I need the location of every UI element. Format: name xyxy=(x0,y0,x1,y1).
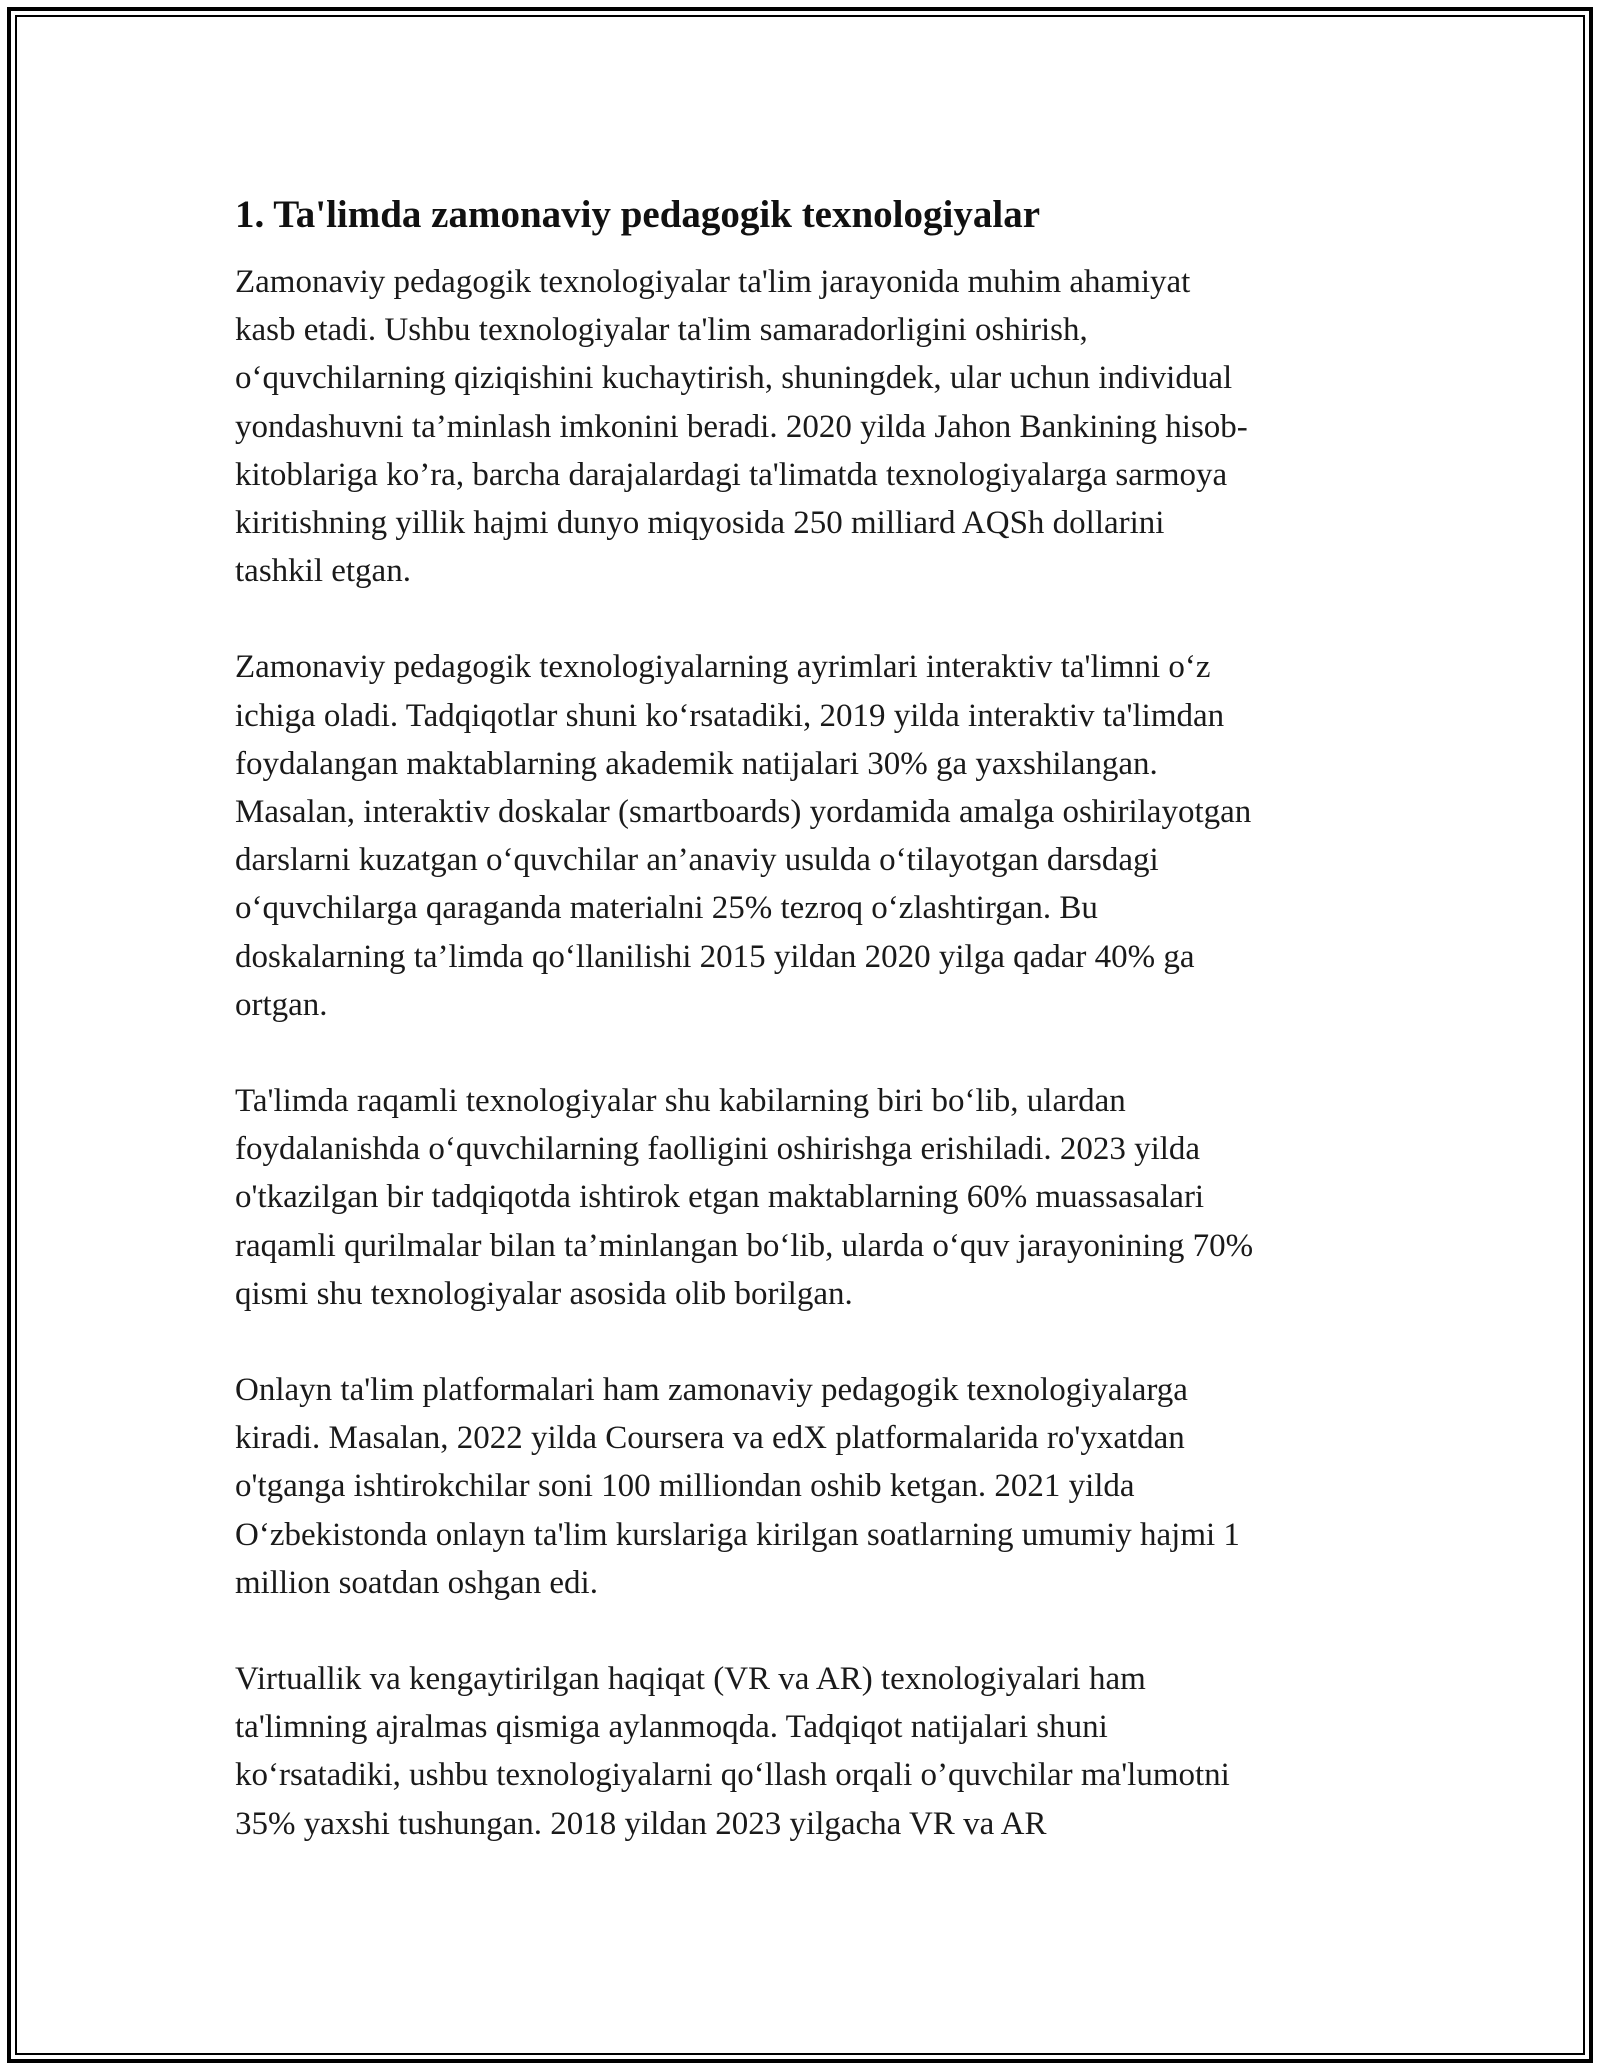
paragraph-3: Ta'limda raqamli texnologiyalar shu kabilarning biri bo‘lib, ulardan foydalanishda o‘quvchilarning faolligini oshirishga erishiladi. 2023 yilda o'tkazilgan bir tadqiqotda ishtirok etgan maktablarning 60% muassasalari raqamli qurilmalar bilan ta’minlangan bo‘lib, ularda o‘quv jarayonining 70% qismi shu texnologiyalar asosida olib borilgan. xyxy=(235,1083,1254,1312)
section-heading: 1. Ta'limda zamonaviy pedagogik texnologiyalar xyxy=(235,193,1041,236)
paragraph-5: Virtuallik va kengaytirilgan haqiqat (VR va AR) texnologiyalari ham ta'limning ajralmas qismiga aylanmoqda. Tadqiqot natijalari shuni ko‘rsatadiki, ushbu texnologiyalarni qo‘llash orqali o’quvchilar ma'lumotni 35% yaxshi tushungan. 2018 yildan 2023 yilgacha VR va AR xyxy=(235,1661,1230,1842)
paragraph-2: Zamonaviy pedagogik texnologiyalarning ayrimlari interaktiv ta'limni o‘z ichiga oladi. Tadqiqotlar shuni ko‘rsatadiki, 2019 yilda interaktiv ta'limdan foydalangan maktablarning akademik natijalari 30% ga yaxshilangan. Masalan, interaktiv doskalar (smartboards) yordamida amalga oshirilayotgan darslarni kuzatgan o‘quvchilar an’anaviy usulda o‘tilayotgan darsdagi o‘quvchilarga qaraganda materialni 25% tezroq o‘zlashtirgan. Bu doskalarning ta’limda qo‘llanilishi 2015 yildan 2020 yilga qadar 40% ga ortgan. xyxy=(235,649,1252,1023)
paragraph-4: Onlayn ta'lim platformalari ham zamonaviy pedagogik texnologiyalarga kiradi. Masalan, 2022 yilda Coursera va edX platformalarida ro'yxatdan o'tganga ishtirokchilar soni 100 milliondan oshib ketgan. 2021 yilda O‘zbekistonda onlayn ta'lim kurslariga kirilgan soatlarning umumiy hajmi 1 million soatdan oshgan edi. xyxy=(235,1372,1240,1601)
paragraph-1: Zamonaviy pedagogik texnologiyalar ta'lim jarayonida muhim ahamiyat kasb etadi. Ushbu texnologiyalar ta'lim samaradorligini oshirish, o‘quvchilarning qiziqishini kuchaytirish, shuningdek, ular uchun individual yondashuvni ta’minlash imkonini beradi. 2020 yilda Jahon Bankining hisob- kitoblariga ko’ra, barcha darajalardagi ta'limatda texnologiyalarga sarmoya kiritishning yillik hajmi dunyo miqyosida 250 milliard AQSh dollarini tashkil etgan. xyxy=(235,264,1248,590)
document-body xyxy=(235,186,1370,1896)
